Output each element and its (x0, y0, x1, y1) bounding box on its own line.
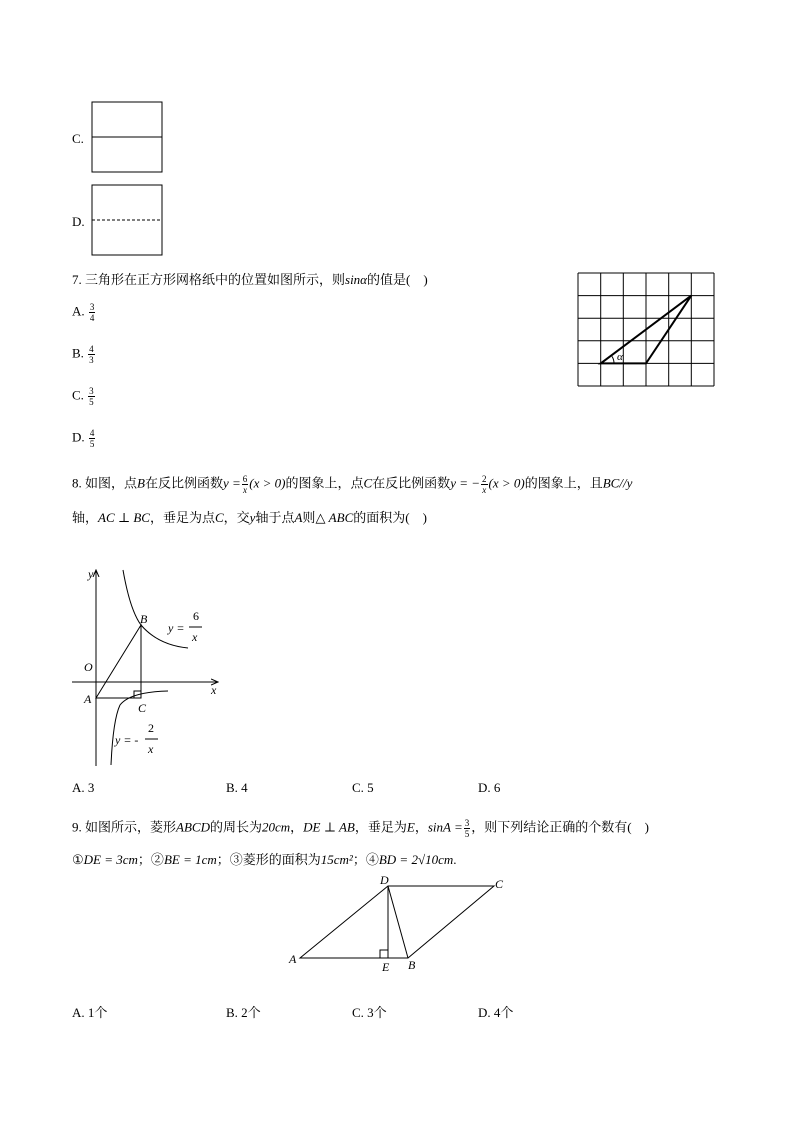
q8-option-d-label: D. (478, 780, 491, 795)
q9-end: . (453, 852, 457, 867)
q9-point-e: E (406, 819, 415, 835)
q8-option-b-value: 4 (241, 780, 248, 795)
q8-text-g: ，垂足为点 (149, 510, 215, 525)
q8-fig-a: A (84, 692, 92, 706)
q7-stem-end: 的值是( ) (367, 272, 428, 287)
q8-fn1-num: 6 (242, 474, 248, 484)
q7-stem (72, 272, 428, 288)
q9-option-a (72, 1005, 107, 1021)
q7-option-c (72, 386, 96, 407)
q9-stem-line2 (72, 852, 457, 868)
q9-fig-a: A (289, 952, 297, 966)
q8-fn1-den: x (243, 485, 248, 495)
q9-text-f: ，则下列结论正确的个数有( ) (471, 819, 649, 835)
q9-sep3: ；④ (352, 852, 379, 867)
q8-option-d (478, 780, 500, 796)
q9-db (388, 886, 408, 958)
q7-option-d-num: 4 (89, 428, 95, 438)
q8-triangle: △ ABC (315, 510, 354, 525)
q9-sin-num: 3 (464, 818, 470, 828)
q8-curve-6x (123, 570, 188, 648)
q8-option-c (352, 780, 374, 796)
q9-option-c (352, 1005, 387, 1021)
q8-figure (68, 560, 228, 772)
q8-option-a-value: 3 (87, 780, 95, 795)
q6-option-d-label: D. (72, 214, 85, 229)
q9-option-d-label: D. (478, 1005, 491, 1020)
q9-option-d (478, 1005, 513, 1021)
q8-fig-curve2-pre: y = - (115, 733, 139, 747)
q7-stem-text: 7. 三角形在正方形网格纸中的位置如图所示，则 (72, 272, 346, 287)
q6-option-c-figure (90, 101, 164, 175)
q9-text-a: 9. 如图所示，菱形 (72, 819, 177, 835)
q8-text-a: 8. 如图，点 (72, 475, 138, 491)
q7-option-b-label: B. (72, 345, 84, 361)
q9-option-c-value: 3个 (367, 1005, 387, 1020)
q8-fig-x: x (211, 683, 217, 697)
q8-fig-o: O (84, 660, 93, 674)
q9-option-b-label: B. (226, 1005, 238, 1020)
q9-c4-math: BD = 2√10cm (378, 852, 454, 867)
q7-option-d-den: 5 (89, 439, 95, 449)
q8-point-c: C (363, 475, 373, 491)
q7-grid-figure (576, 271, 716, 388)
q9-fig-c: C (495, 877, 504, 891)
q9-c2-math: BE = 1cm (163, 852, 217, 867)
q7-option-a-den: 4 (89, 313, 95, 323)
q9-perimeter: 20cm (261, 819, 291, 835)
q8-fig-b: B (140, 612, 148, 626)
q9-stem-line1 (72, 818, 649, 839)
q9-option-b (226, 1005, 261, 1021)
q9-c3-math: 15cm² (320, 852, 353, 867)
q8-stem-line2 (72, 510, 427, 526)
q7-option-b-num: 4 (89, 344, 94, 354)
q8-triangle-abc (96, 625, 141, 698)
q7-option-a-num: 3 (89, 302, 95, 312)
q7-option-c-den: 5 (89, 397, 94, 407)
q9-fig-b: B (408, 958, 416, 972)
q8-fig-curve2-num: 2 (148, 721, 154, 735)
q8-text-d: 在反比例函数 (372, 475, 451, 491)
q8-fig-curve1-pre: y = (168, 621, 185, 635)
q9-text-b: 的周长为 (209, 819, 262, 835)
q7-option-d-label: D. (72, 429, 85, 445)
q9-c1-math: DE = 3cm (83, 852, 138, 867)
q9-right-angle (380, 950, 388, 958)
q8-fn2-post: (x > 0) (488, 475, 525, 491)
q8-perp: AC ⊥ BC (98, 510, 150, 525)
q8-fig-curve1-num: 6 (193, 609, 199, 623)
q9-fig-d: D (380, 873, 389, 887)
q8-point-a: A (294, 510, 303, 525)
q8-option-a-label: A. (72, 780, 85, 795)
q7-option-b-den: 3 (89, 355, 94, 365)
q7-option-b (72, 344, 96, 365)
q8-text-b: 在反比例函数 (144, 475, 223, 491)
q7-angle-arc (612, 356, 614, 363)
q8-text-c: 的图象上，点 (285, 475, 364, 491)
q8-fig-y: y (88, 567, 94, 581)
q9-figure (284, 872, 514, 976)
q9-text-c: ， (290, 819, 304, 835)
q9-option-b-value: 2个 (241, 1005, 261, 1020)
q8-option-d-value: 6 (493, 780, 501, 795)
q9-sep1: ；② (137, 852, 164, 867)
q8-option-c-label: C. (352, 780, 364, 795)
q7-option-c-label: C. (72, 387, 84, 403)
q8-point-b: B (137, 475, 145, 491)
q9-perp: DE ⊥ AB (303, 819, 355, 835)
q7-option-d (72, 428, 96, 449)
q9-rhombus: ABCD (176, 819, 210, 835)
q8-text-k: 的面积为( ) (353, 510, 427, 525)
q7-sin-alpha: sinα (345, 272, 368, 287)
q9-fig-e: E (382, 960, 390, 974)
q6-option-c-label: C. (72, 131, 84, 146)
q8-parallel: BC//y (602, 475, 633, 491)
q9-sin-pre: sinA = (427, 819, 463, 835)
q9-text-e: ， (414, 819, 428, 835)
q8-fig-c: C (138, 701, 147, 715)
q8-fig-curve1-den: x (192, 630, 198, 644)
q8-fn2-num: 2 (482, 474, 487, 484)
q7-option-c-num: 3 (89, 386, 94, 396)
q8-fig-curve2-den: x (148, 742, 154, 756)
q8-fn2-den: x (482, 485, 487, 495)
q7-option-a (72, 302, 96, 323)
q8-text-f: 轴， (72, 510, 99, 525)
q8-stem-line1 (72, 474, 632, 495)
q8-option-b (226, 780, 248, 796)
q8-fn1-post: (x > 0) (249, 475, 286, 491)
q8-text-j: 则 (302, 510, 316, 525)
q9-text-d: ，垂足为 (354, 819, 407, 835)
q7-angle-label: α (617, 351, 623, 363)
q9-c1: ① (72, 852, 84, 867)
q8-axis-y: y (249, 510, 256, 525)
q9-rhombus-shape (300, 886, 494, 958)
q9-option-a-label: A. (72, 1005, 85, 1020)
q8-text-e: 的图象上，且 (524, 475, 603, 491)
q9-option-a-value: 1个 (87, 1005, 108, 1020)
q8-fn1-pre: y = (222, 475, 241, 491)
q8-text-h: ，交 (223, 510, 250, 525)
q9-sep2: ；③菱形的面积为 (216, 852, 321, 867)
q9-sin-den: 5 (464, 829, 470, 839)
q9-option-d-value: 4个 (493, 1005, 514, 1020)
q6-option-d-figure (90, 184, 164, 258)
q8-option-b-label: B. (226, 780, 238, 795)
q7-option-a-label: A. (72, 303, 85, 319)
q8-point-c2: C (214, 510, 224, 525)
q8-fn2-pre: y = − (450, 475, 481, 491)
q8-option-c-value: 5 (367, 780, 374, 795)
q9-option-c-label: C. (352, 1005, 364, 1020)
q8-text-i: 轴于点 (255, 510, 295, 525)
q8-option-a (72, 780, 94, 796)
